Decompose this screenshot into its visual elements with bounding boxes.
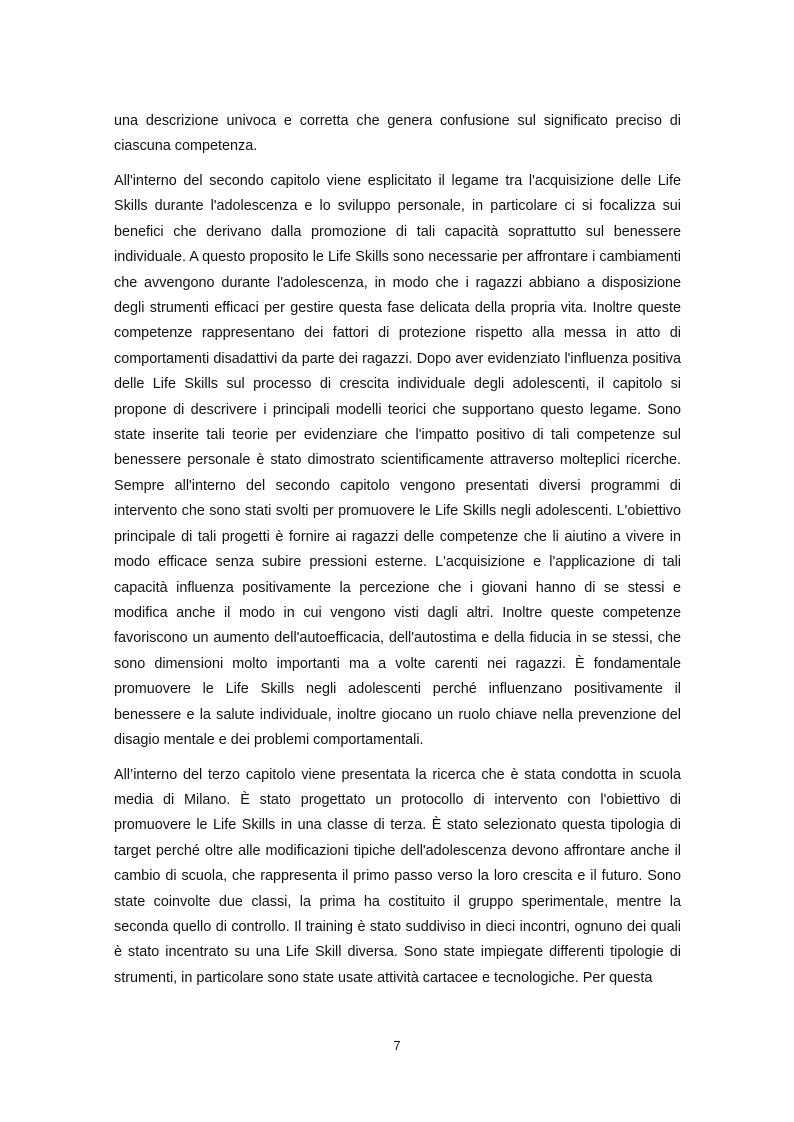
document-page [114,109,681,1000]
paragraph-third-chapter: All’interno del terzo capitolo viene presentata la ricerca che è stata condotta in scuola media di Milano. È stato progettato un protocollo di intervento con l'obiettivo di promuovere le Life Skills in una classe di terza. È stato selezionato questa tipologia di target perché oltre alle modificazioni tipiche dell'adolescenza devono affrontare anche il cambio di scuola, che rappresenta il primo passo verso la loro crescita e il futuro. Sono state coinvolte due classi, la prima ha costituito il gruppo sperimentale, mentre la seconda quello di controllo. Il training è stato suddiviso in dieci incontri, ognuno dei quali è stato incentrato su una Life Skill diversa. Sono state impiegate differenti tipologie di strumenti, in particolare sono state usate attività cartacee e tecnologiche. Per questa [114,766,681,986]
page-number: 7 [393,1038,401,1053]
paragraph-second-chapter: All'interno del secondo capitolo viene esplicitato il legame tra l'acquisizione delle Life Skills durante l'adolescenza e lo sviluppo personale, in particolare ci si focalizza sui benefici che derivano dalla promozione di tali capacità soprattutto sul benessere individuale. A questo proposito le Life Skills sono necessarie per affrontare i cambiamenti che avvengono durante l'adolescenza, in modo che i ragazzi abbiano a disposizione degli strumenti efficaci per gestire questa fase delicata della propria vita. Inoltre queste competenze rappresentano dei fattori di protezione rispetto alla messa in atto di comportamenti disadattivi da parte dei ragazzi. Dopo aver evidenziato l'influenza positiva delle Life Skills sul processo di crescita individuale degli adolescenti, il capitolo si propone di descrivere i principali modelli teorici che supportano questo legame. Sono state inserite tali teorie per evidenziare che l'impatto positivo di tali competenze sul benessere personale è stato dimostrato scientificamente attraverso molteplici ricerche. Sempre all'interno del secondo capitolo vengono presentati diversi programmi di intervento che sono stati svolti per promuovere le Life Skills negli adolescenti. L'obiettivo principale di tali progetti è fornire ai ragazzi delle competenze che li aiutino a vivere in modo efficace senza subire pressioni esterne. L'acquisizione e l'applicazione di tali capacità influenza positivamente la percezione che i giovani hanno di se stessi e modifica anche il modo in cui vengono visti dagli altri. Inoltre queste competenze favoriscono un aumento dell'autoefficacia, dell'autostima e della fiducia in se stessi, che sono dimensioni molto importanti ma a volte carenti nei ragazzi. È fondamentale promuovere le Life Skills negli adolescenti perché influenzano positivamente il benessere e la salute individuale, inoltre giocano un ruolo chiave nella prevenzione del disagio mentale e dei problemi comportamentali. [114,173,681,748]
paragraph-continuation: una descrizione univoca e corretta che genera confusione sul significato preciso di ciascuna competenza. [114,113,681,155]
